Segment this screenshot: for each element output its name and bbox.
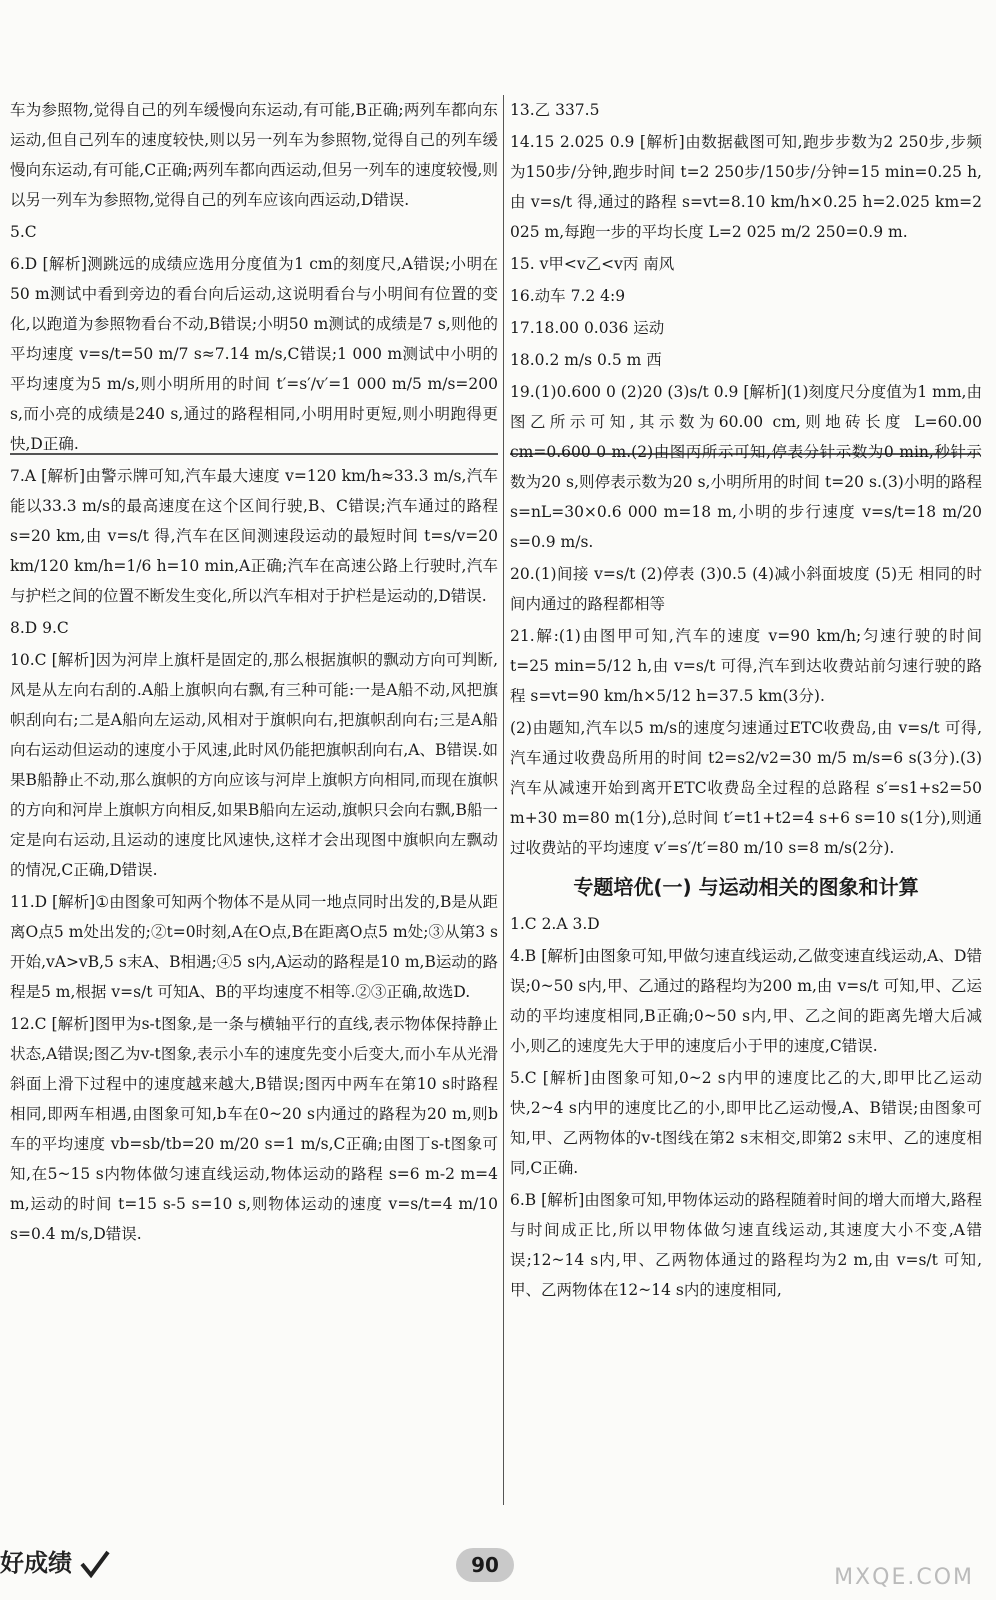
answer-paragraph: 16.动车 7.2 4:9 <box>510 287 626 305</box>
answer-paragraph: 8.D 9.C <box>10 619 69 637</box>
answer-paragraph: 19.(1)0.600 0 (2)20 (3)s/t 0.9 [解析](1)刻度尺分度值为1 mm,由图乙所示可知,其示数为60.00 cm,则地砖长度 L=60.00 cm=0.600 0 m.(2)由图丙所示可知,停表分针示数为0 min,秒针示数为20 s,则停表示数为20 s,小明所用的时间 t=20 s.(3)小明的路程 s=nL=30×0.6 000 m=18 m,小明的步行速度 v=s/t=18 m/20 s=0.9 m/s. <box>510 383 982 551</box>
answer-paragraph: 12.C [解析]图甲为s-t图象,是一条与横轴平行的直线,表示物体保持静止状态,A错误;图乙为v-t图象,表示小车的速度先变小后变大,而小车从光滑斜面上滑下过程中的速度越来越大,B错误;图丙中两车在第10 s时路程相同,即两车相遇,由图象可知,b车在0~20 s内通过的路程为20 m,则b车的平均速度 vb=sb/tb=20 m/20 s=1 m/s,C正确;由图丁s-t图象可知,在5~15 s内物体做匀速直线运动,物体运动的路程 s=6 m-2 m=4 m,运动的时间 t=15 s-5 s=10 s,则物体运动的速度 v=s/t=4 m/10 s=0.4 m/s,D错误. <box>10 1015 498 1243</box>
answer-paragraph: 13.乙 337.5 <box>510 101 600 119</box>
answer-paragraph: 4.B [解析]由图象可知,甲做匀速直线运动,乙做变速直线运动,A、D错误;0~50 s内,甲、乙通过的路程均为200 m,由 v=s/t 可知,甲、乙运动的平均速度相同,B正确;0~50 s内,甲、乙之间的距离先增大后减小,则乙的速度先大于甲的速度后小于甲的速度,C错误. <box>510 947 982 1055</box>
page-number: 90 <box>456 1548 514 1582</box>
answer-paragraph: 7.A [解析]由警示牌可知,汽车最大速度 v=120 km/h≈33.3 m/s,汽车能以33.3 m/s的最高速度在这个区间行驶,B、C错误;汽车通过的路程 s=20 km,由 v=s/t 得,汽车在区间测速段运动的最短时间 t=s/v=20 km/120 km/h=1/6 h=10 min,A正确;汽车在高速公路上行驶时,汽车与护栏之间的位置不断发生变化,所以汽车相对于护栏是运动的,D错误. <box>10 467 498 605</box>
answer-paragraph: 17.18.00 0.036 运动 <box>510 319 665 337</box>
brand-logo <box>0 1543 110 1578</box>
answer-paragraph: (2)由题知,汽车以5 m/s的速度匀速通过ETC收费岛,由 v=s/t 可得,汽车通过收费岛所用的时间 t2=s2/v2=30 m/5 m/s=6 s(3分).(3)汽车从减速开始到离开ETC收费岛全过程的总路程 s′=s1+s2=50 m+30 m=80 m(1分),总时间 t′=t1+t2=4 s+6 s=10 s(1分),则通过收费站的平均速度 v′=s′/t′=80 m/10 s=8 m/s(2分). <box>510 719 982 857</box>
right-column <box>510 95 982 1305</box>
answer-paragraph: 20.(1)间接 v=s/t (2)停表 (3)0.5 (4)减小斜面坡度 (5)无 相同的时间内通过的路程都相等 <box>510 565 982 613</box>
watermark: MXQE.COM <box>834 1565 974 1590</box>
answer-paragraph: 5.C [解析]由图象可知,0~2 s内甲的速度比乙的大,即甲比乙运动快,2~4 s内甲的速度比乙的小,即甲比乙运动慢,A、B错误;由图象可知,甲、乙两物体的v-t图线在第2 s末相交,即第2 s末甲、乙的速度相同,C正确. <box>510 1069 982 1177</box>
answer-paragraph: 5.C <box>10 223 37 241</box>
brand-text: 好成绩 <box>0 1549 72 1577</box>
answer-paragraph: 1.C 2.A 3.D <box>510 915 600 933</box>
answer-paragraph: 11.D [解析]①由图象可知两个物体不是从同一地点同时出发的,B是从距离O点5 m处出发的;②t=0时刻,A在O点,B在距离O点5 m处;③从第3 s开始,vA>vB,5 s末A、B相遇;④5 s内,A运动的路程是10 m,B运动的路程是5 m,根据 v=s/t 可知A、B的平均速度不相等.②③正确,故选D. <box>10 893 498 1001</box>
answer-paragraph: 10.C [解析]因为河岸上旗杆是固定的,那么根据旗帜的飘动方向可判断,风是从左向右刮的.A船上旗帜向右飘,有三种可能:一是A船不动,风把旗帜刮向右;二是A船向左运动,风相对于旗帜向右,把旗帜刮向右;三是A船向右运动但运动的速度小于风速,此时风仍能把旗帜刮向右,A、B错误.如果B船静止不动,那么旗帜的方向应该与河岸上旗帜方向相同,而现在旗帜的方向和河岸上旗帜方向相反,如果B船向左运动,旗帜只会向右飘,B船一定是向右运动,且运动的速度比风速快,这样才会出现图中旗帜向左飘动的情况,C正确,D错误. <box>10 651 498 879</box>
left-column <box>10 95 498 1249</box>
checkmark-icon <box>80 1550 110 1578</box>
answer-paragraph: 6.B [解析]由图象可知,甲物体运动的路程随着时间的增大而增大,路程与时间成正比,所以甲物体做匀速直线运动,其速度大小不变,A错误;12~14 s内,甲、乙两物体通过的路程均为2 m,由 v=s/t 可知,甲、乙两物体在12~14 s内的速度相同, <box>510 1191 982 1299</box>
answer-paragraph: 15. v甲<v乙<v丙 南风 <box>510 255 675 273</box>
column-divider <box>503 95 504 1505</box>
answer-paragraph: 车为参照物,觉得自己的列车缓慢向东运动,有可能,B正确;两列车都向东运动,但自己列车的速度较快,则以另一列车为参照物,觉得自己的列车缓慢向东运动,有可能,C正确;两列车都向西运动,但另一列车的速度较慢,则以另一列车为参照物,觉得自己的列车应该向西运动,D错误. <box>10 101 498 209</box>
answer-paragraph: 18.0.2 m/s 0.5 m 西 <box>510 351 662 369</box>
answer-paragraph: 21.解:(1)由图甲可知,汽车的速度 v=90 km/h;匀速行驶的时间 t=25 min=5/12 h,由 v=s/t 可得,汽车到达收费站前匀速行驶的路程 s=vt=90 km/h×5/12 h=37.5 km(3分). <box>510 627 982 705</box>
answer-paragraph: 6.D [解析]测跳远的成绩应选用分度值为1 cm的刻度尺,A错误;小明在50 m测试中看到旁边的看台向后运动,这说明看台与小明间有位置的变化,以跑道为参照物看台不动,B错误;小明50 m测试的成绩是7 s,则他的平均速度 v=s/t=50 m/7 s≈7.14 m/s,C错误;1 000 m测试中小明的平均速度为5 m/s,则小明所用的时间 t′=s′/v′=1 000 m/5 m/s=200 s,而小亮的成绩是240 s,通过的路程相同,小明用时更短,则小明跑得更快,D正确. <box>10 255 498 453</box>
section-title: 专题培优(一) 与运动相关的图象和计算 <box>573 875 919 899</box>
answer-paragraph: 14.15 2.025 0.9 [解析]由数据截图可知,跑步步数为2 250步,步频为150步/分钟,跑步时间 t=2 250步/150步/分钟=15 min=0.25 h,由 v=s/t 得,通过的路程 s=vt=8.10 km/h×0.25 h=2.025 km=2 025 m,每跑一步的平均长度 L=2 025 m/2 250=0.9 m. <box>510 133 982 241</box>
